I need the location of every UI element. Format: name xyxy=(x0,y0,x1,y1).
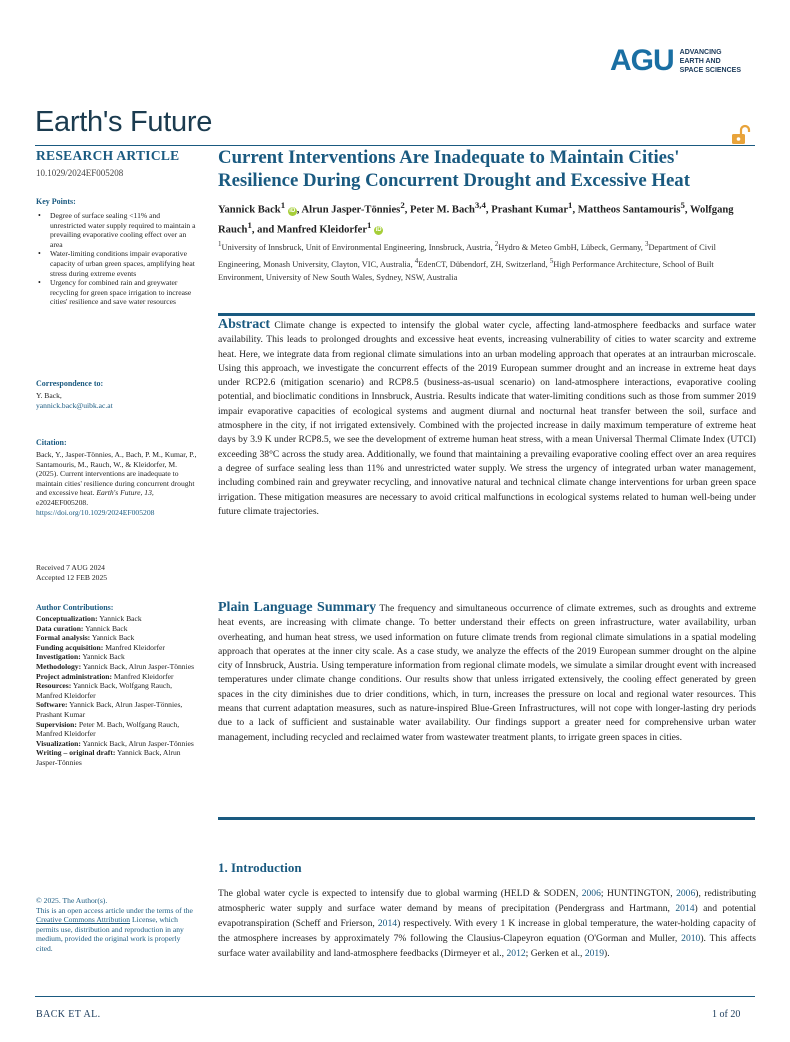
summary-bottom-rule xyxy=(218,817,755,820)
introduction-text-part: ). xyxy=(604,948,610,959)
citation-text xyxy=(36,450,198,517)
article-type: RESEARCH ARTICLE xyxy=(36,148,180,163)
citation-title: Citation: xyxy=(36,438,67,447)
contribution-role: Project administration: xyxy=(36,671,112,681)
affiliation-marker: 3 xyxy=(644,240,649,248)
agu-logo-line: ADVANCING xyxy=(679,48,722,56)
author-name[interactable]: Manfred Kleidorfer xyxy=(276,224,368,236)
contribution-row xyxy=(36,720,200,739)
orcid-icon[interactable]: iD xyxy=(289,207,296,214)
article-title: Current Interventions Are Inadequate to Maintain Cities' Resilience During Concurrent Drought and Excessive Heat xyxy=(218,147,690,191)
citation-section xyxy=(36,438,198,517)
citation-article-number: e2024EF005208. xyxy=(36,497,89,507)
author-name[interactable]: Wolfgang Rauch xyxy=(218,204,734,236)
contribution-row xyxy=(36,700,200,719)
introduction-text xyxy=(218,886,756,961)
contribution-role: Conceptualization: xyxy=(36,614,98,623)
author-affiliation-marker: 3,4 xyxy=(474,200,486,210)
page-number: 1 of 20 xyxy=(712,1009,741,1020)
received-date: Received 7 AUG 2024 xyxy=(36,563,105,572)
correspondence-email[interactable]: yannick.back@uibk.ac.at xyxy=(36,400,113,410)
author-name[interactable]: Prashant Kumar xyxy=(491,204,569,216)
introduction-text-part: ). This affects surface water availability and land-atmosphere feedbacks (Dirmeyer et al., xyxy=(218,933,756,959)
contribution-names: Peter M. Bach, Wolfgang Rauch, Manfred Kleidorfer xyxy=(36,719,180,739)
author-separator: , xyxy=(572,204,576,216)
contribution-role: Writing – original draft: xyxy=(36,748,116,758)
affiliation-text: EdenCT, Dübendorf, ZH, Switzerland, xyxy=(418,259,548,269)
correspondence-name: Y. Back, xyxy=(36,391,62,400)
introduction-text-part: The global water cycle is expected to intensify due to global warming (HELD & SODEN, xyxy=(218,888,582,899)
author-name[interactable]: Yannick Back xyxy=(218,204,281,216)
key-point-item: • Urgency for combined rain and greywater recycling for green space irrigation to increase cities' resilience and save water resources xyxy=(36,278,196,307)
abstract-heading: Abstract xyxy=(218,317,271,332)
contribution-row xyxy=(36,643,200,653)
author-affiliation-marker: 1 xyxy=(367,219,372,230)
author-affiliation-marker: 1 xyxy=(568,200,573,210)
contribution-names: Yannick Back, Alrun Jasper-Tönnies, Prashant Kumar xyxy=(36,700,183,719)
contribution-row xyxy=(36,633,200,643)
introduction-text-part: ; HUNTINGTON, xyxy=(600,888,677,899)
agu-logo-line: EARTH AND xyxy=(679,57,721,65)
footer-rule xyxy=(35,996,755,997)
citation-journal: Earth's Future, 13, xyxy=(96,488,154,498)
author-separator: , xyxy=(684,204,688,216)
affiliation-marker: 2 xyxy=(494,240,499,248)
open-access-lock-icon xyxy=(730,124,752,146)
accepted-date: Accepted 12 FEB 2025 xyxy=(36,572,108,582)
author-separator: , xyxy=(296,204,300,216)
contribution-role: Data curation: xyxy=(36,623,84,633)
journal-name: Earth's Future xyxy=(35,106,213,138)
author-contributions xyxy=(36,603,200,768)
license-section xyxy=(36,896,196,954)
contribution-names: Manfred Kleidorfer xyxy=(113,671,174,681)
contribution-names: Yannick Back, Alrun Jasper-Tönnies xyxy=(36,748,181,767)
author-affiliation-marker: 2 xyxy=(400,200,405,210)
introduction-heading: 1. Introduction xyxy=(218,860,302,875)
introduction-text-part: ; Gerken et al., xyxy=(525,948,585,959)
reference-link[interactable]: 2014 xyxy=(675,903,695,914)
affiliations xyxy=(218,238,758,285)
citation-body: Back, Y., Jasper-Tönnies, A., Bach, P. M., Kumar, P., Santamouris, M., Rauch, W., & Kleidorfer, M. (2025). Current interventions are inadequate to maintain cities' resilience during concurrent drought and excessive heat. xyxy=(36,450,197,498)
key-points-title: Key Points: xyxy=(36,197,76,206)
affiliation-marker: 1 xyxy=(218,240,222,248)
author-name[interactable]: Peter M. Bach xyxy=(410,204,475,216)
contributions-list xyxy=(36,614,200,768)
agu-logo-text xyxy=(680,48,741,75)
contribution-row xyxy=(36,624,200,634)
footer-running-head: BACK ET AL. xyxy=(36,1009,101,1020)
agu-logo[interactable] xyxy=(610,44,760,78)
license-text-part: License, which permits use, distribution and reproduction in any medium, provided the original work is properly cited. xyxy=(36,915,184,953)
plain-language-summary xyxy=(218,601,756,745)
introduction-text-part: ) respectively. With every 1 K increase in global temperature, the water-holding capacity of the atmosphere increases by approximately 7% following the Clausius-Clapeyron equation (O'Gorman and Muller, xyxy=(218,918,756,944)
contribution-role: Supervision: xyxy=(36,719,77,729)
contribution-names: Yannick Back, Wolfgang Rauch, Manfred Kleidorfer xyxy=(36,681,172,700)
reference-link[interactable]: 2019 xyxy=(584,948,604,959)
agu-logo-line: SPACE SCIENCES xyxy=(679,66,742,74)
contribution-role: Software: xyxy=(36,700,68,710)
contribution-names: Yannick Back, Alrun Jasper-Tönnies xyxy=(82,738,194,748)
contribution-row xyxy=(36,652,200,662)
article-meta xyxy=(36,150,200,178)
orcid-icon[interactable]: iD xyxy=(375,227,382,234)
author-affiliation-marker: 1 xyxy=(280,200,286,210)
contribution-row xyxy=(36,662,200,672)
contribution-role: Funding acquisition: xyxy=(36,642,104,652)
author-separator: , xyxy=(404,204,408,216)
agu-logo-mark: AGU xyxy=(610,44,674,77)
contribution-row xyxy=(36,672,200,682)
affiliation-text: High Performance Architecture, School of Built Environment, University of New South Wales, Sydney, NSW, Australia xyxy=(218,259,714,283)
abstract xyxy=(218,318,756,519)
author-separator: , xyxy=(485,204,489,216)
contribution-role: Methodology: xyxy=(36,661,82,671)
contribution-names: Yannick Back, Alrun Jasper-Tönnies xyxy=(82,661,195,671)
introduction-text-part: ) and potential evapotranspiration (Scheff and Frierson, xyxy=(218,903,756,929)
author-separator: , and xyxy=(251,224,275,236)
author-affiliation-marker: 1 xyxy=(247,219,252,230)
contribution-role: Investigation: xyxy=(36,652,81,662)
reference-link[interactable]: 2006 xyxy=(676,888,696,899)
contribution-names: Yannick Back xyxy=(85,623,128,633)
affiliation-text: University of Innsbruck, Unit of Environmental Engineering, Innsbruck, Austria, xyxy=(221,242,493,252)
license-text xyxy=(36,906,196,954)
reference-link[interactable]: 2010 xyxy=(681,933,701,944)
affiliation-text: Hydro & Meteo GmbH, Lübeck, Germany, xyxy=(498,242,643,252)
contribution-row xyxy=(36,748,200,767)
key-point-item: • Degree of surface sealing <11% and unrestricted water supply required to maintain a prevailing evaporative cooling effect over an area xyxy=(36,211,196,249)
contribution-names: Yannick Back xyxy=(91,633,135,643)
key-points-list xyxy=(36,211,196,307)
affiliation-marker: 4 xyxy=(414,256,419,265)
correspondence-title: Correspondence to: xyxy=(36,379,104,388)
abstract-text: Climate change is expected to intensify the global water cycle, affecting land-atmosphere feedbacks and surface water availability. This leads to prolonged droughts and excessive heat events, increasing vulnerability of cities to water scarcity and extreme heat. Here, we integrate data from regional climate simulations into an urban modeling approach that operates at an intraurban microscale. Using this approach, we investigate the concurrent effects of the 2019 European summer drought and an increase in extreme heat days under RCP2.6 (mitigation scenario) and RCP8.5 (business-as-usual scenario) on land-atmosphere interactions, evaporative cooling potential, and bioclimatic conditions in Innsbruck, Austria. Results indicate that water-limiting conditions such as those from summer 2019 impair evaporative capacities of ecological systems and augment diurnal and nocturnal heat transfer between the soil, surface and atmosphere in the city, if not irrigated extensively. Combined with the projected increase in daily maximum temperature of extreme heat days by 3.9 K under RCP8.5, we see the development of extreme human heat stress, with a mean Universal Thermal Climate Index (UTCI) exceeding 38°C across the study area. Additionally, we found that maintaining a prevailing evaporative cooling effect over an area requires a degree of surface sealing less than 11% and unrestricted water supply. We stress the urgency of integrated urban water management, including combined rain and greywater recycling, and innovative natural and technical climate change interventions for urban green space irrigation. These mitigation measures are necessary to avoid critical malfunctions in ecological systems related to human well-being under future climate trajectories. xyxy=(218,320,756,517)
license-text-part: This is an open access article under the terms of the xyxy=(36,905,193,915)
reference-link[interactable]: 2014 xyxy=(377,918,398,929)
contribution-row xyxy=(36,681,200,700)
contribution-row xyxy=(36,614,200,624)
license-link[interactable]: Creative Commons Attribution xyxy=(36,915,131,925)
contribution-role: Resources: xyxy=(36,681,72,691)
summary-heading: Plain Language Summary xyxy=(218,600,377,615)
abstract-top-rule xyxy=(218,313,755,316)
correspondence-section xyxy=(36,379,196,410)
affiliation-text: Department of Civil Engineering, Monash University, Clayton, VIC, Australia, xyxy=(218,242,716,269)
reference-link[interactable]: 2012 xyxy=(506,948,526,959)
contribution-role: Visualization: xyxy=(36,738,81,748)
author-name[interactable]: Alrun Jasper-Tönnies xyxy=(301,204,401,216)
citation-doi-link[interactable]: https://doi.org/10.1029/2024EF005208 xyxy=(36,507,155,517)
reference-link[interactable]: 2006 xyxy=(581,888,601,899)
key-point-item: • Water-limiting conditions impair evaporative capacity of urban green spaces, amplifying heat stress during extreme events xyxy=(36,249,196,278)
article-doi[interactable]: 10.1029/2024EF005208 xyxy=(36,168,124,178)
contribution-names: Yannick Back xyxy=(99,614,142,623)
contribution-role: Formal analysis: xyxy=(36,633,91,643)
dates-section xyxy=(36,563,196,582)
introduction-text-part: ), redistributing atmospheric water supply and surface water demand by means of precipitation (Pendergrass and Hartmann, xyxy=(218,888,756,914)
copyright-notice: © 2025. The Author(s). xyxy=(36,896,108,905)
affiliation-marker: 5 xyxy=(549,256,554,265)
summary-text: The frequency and simultaneous occurrence of climate extremes, such as droughts and extreme heat events, are increasing with climate change. To better understand their effects on green infrastructure, water availability, urban overheating, and human heat stress, we used information on future climate trends from regional climate simulations in a spatial modeling approach that operates at the inner city scale. As a case study, we analyze the effects of the 2019 European summer drought on the alpine city of Innsbruck, Austria. Using temperature information from regional climate models, we simulate a similar drought event with increased temperatures under climate change conditions. Our results show that unless irrigated extensively, the cooling effect generated by green spaces in the city diminishes due to drier conditions, which, in turn, increases the pressure on local and regional water resources. This means that current adaptation measures, such as nature-inspired Blue-Green Infrastructures, will not cope with longer-lasting dry periods due to a lack of sufficient and sustainable water availability. Our findings support a greater need for comprehensive urban water management, including recycled and reclaimed water from wastewater treatment plants, to irrigate green spaces in cities. xyxy=(218,603,756,743)
contribution-names: Yannick Back xyxy=(82,652,125,662)
contribution-names: Manfred Kleidorfer xyxy=(105,642,165,652)
contributions-title: Author Contributions: xyxy=(36,603,114,612)
author-name[interactable]: Mattheos Santamouris xyxy=(577,204,681,216)
contribution-row xyxy=(36,739,200,749)
author-affiliation-marker: 5 xyxy=(680,200,685,210)
author-list xyxy=(218,198,758,237)
